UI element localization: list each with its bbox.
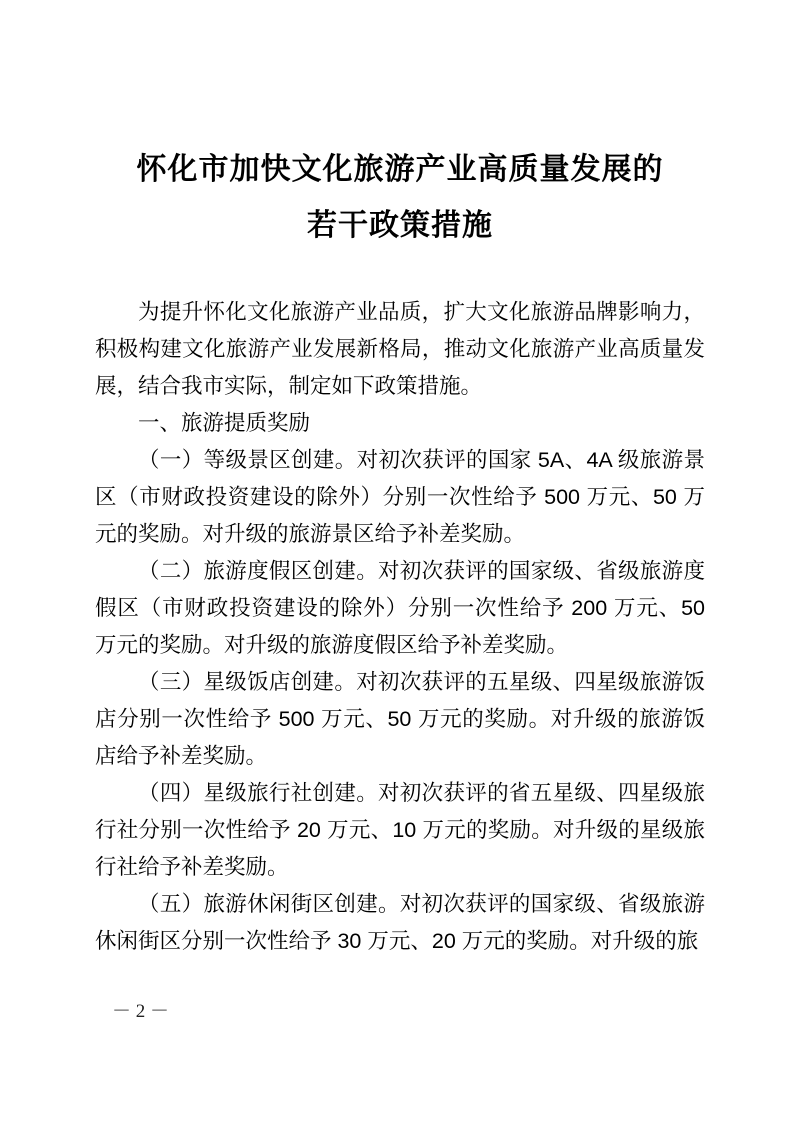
section-heading-1: 一、旅游提质奖励 <box>138 411 311 435</box>
policy-item-3: （三）星级饭店创建。对初次获评的五星级、四星级旅游饭店分别一次性给予 500 万元、50 万元的奖励。对升级的旅游饭店给予补差奖励。 <box>95 670 705 768</box>
policy-item-2: （二）旅游度假区创建。对初次获评的国家级、省级旅游度假区（市财政投资建设的除外）分别一次性给予 200 万元、50 万元的奖励。对升级的旅游度假区给予补差奖励。 <box>95 559 705 657</box>
policy-item-5-truncated: （五）旅游休闲街区创建。对初次获评的国家级、省级旅游休闲街区分别一次性给予 30 万元、20 万元的奖励。对升级的旅 <box>95 892 705 953</box>
document-title-line-1: 怀化市加快文化旅游产业高质量发展的 <box>136 153 664 186</box>
intro-paragraph: 为提升怀化文化旅游产业品质，扩大文化旅游品牌影响力，积极构建文化旅游产业发展新格局，推动文化旅游产业高质量发展，结合我市实际，制定如下政策措施。 <box>95 300 705 398</box>
page-number: － 2 － <box>112 1001 170 1022</box>
document-title <box>95 142 705 254</box>
document-body <box>95 294 705 960</box>
document-title-line-2: 若干政策措施 <box>307 209 493 242</box>
document-content <box>95 142 705 960</box>
policy-item-1: （一）等级景区创建。对初次获评的国家 5A、4A 级旅游景区（市财政投资建设的除外）分别一次性给予 500 万元、50 万元的奖励。对升级的旅游景区给予补差奖励。 <box>95 448 705 546</box>
policy-item-4: （四）星级旅行社创建。对初次获评的省五星级、四星级旅行社分别一次性给予 20 万元、10 万元的奖励。对升级的星级旅行社给予补差奖励。 <box>95 781 705 879</box>
